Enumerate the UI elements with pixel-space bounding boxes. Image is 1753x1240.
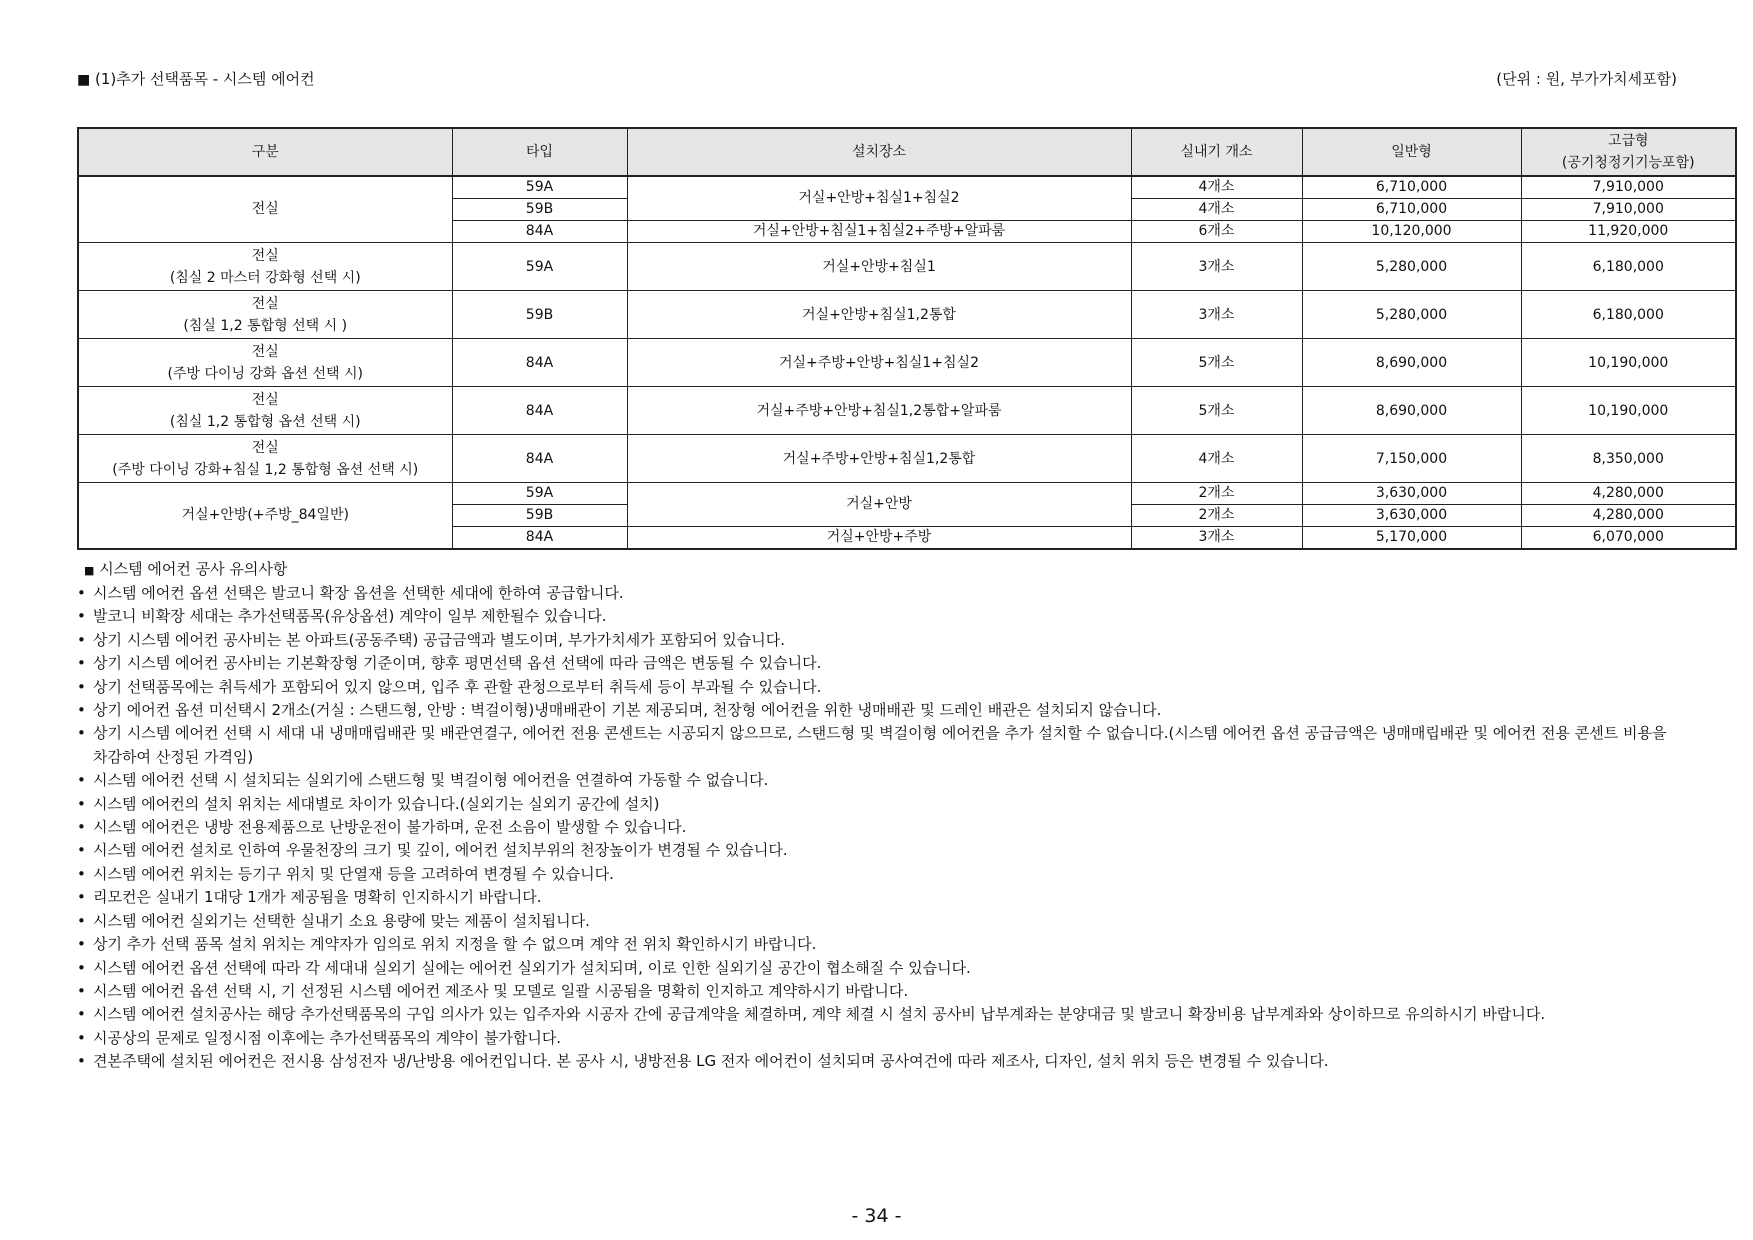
category-cell: 전실 (78, 176, 452, 243)
header-type: 타입 (452, 128, 627, 176)
header-category: 구분 (78, 128, 452, 176)
type-cell: 59A (452, 176, 627, 199)
type-cell: 84A (452, 527, 627, 550)
units-cell: 3개소 (1131, 527, 1302, 550)
premium-price-cell: 10,190,000 (1521, 339, 1736, 387)
bullet-icon: • (77, 935, 86, 954)
table-row (78, 243, 1736, 291)
square-marker-icon: ■ (84, 564, 95, 577)
location-cell: 거실+안방+침실1 (627, 243, 1131, 291)
table-row (78, 435, 1736, 483)
premium-price-cell: 6,180,000 (1521, 243, 1736, 291)
category-cell (78, 387, 452, 435)
list-item (77, 652, 1677, 675)
list-item (77, 1050, 1677, 1073)
category-cell (78, 243, 452, 291)
premium-price-cell: 10,190,000 (1521, 387, 1736, 435)
list-item (77, 629, 1677, 652)
list-item (77, 793, 1677, 816)
category-line2: (침실 1,2 통합형 선택 시 ) (183, 317, 348, 334)
list-item (77, 605, 1677, 628)
header-indoor-units: 실내기 개소 (1131, 128, 1302, 176)
table-row (78, 483, 1736, 505)
note-text: 시스템 에어컨 옵션 선택 시, 기 선정된 시스템 에어컨 제조사 및 모델로 일괄 시공됨을 명확히 인지하고 계약하시기 바랍니다. (93, 981, 909, 1000)
bullet-icon: • (77, 677, 86, 696)
note-text: 시스템 에어컨은 냉방 전용제품으로 난방운전이 불가하며, 운전 소음이 발생할 수 있습니다. (93, 818, 687, 837)
bullet-icon: • (77, 1028, 86, 1047)
premium-price-cell: 7,910,000 (1521, 176, 1736, 199)
bullet-icon: • (77, 981, 86, 1000)
bullet-icon: • (77, 630, 86, 649)
bullet-icon: • (77, 584, 86, 602)
bullet-icon: • (77, 958, 86, 977)
bullet-icon: • (77, 794, 86, 813)
category-cell (78, 291, 452, 339)
table-header-row (78, 128, 1736, 176)
note-text: 시스템 에어컨 설치공사는 해당 추가선택품목의 구입 의사가 있는 입주자와 시공자 간에 공급계약을 체결하며, 계약 체결 시 설치 공사비 납부계좌는 분양대금 및 발코니 확장비용 납부계좌와 상이하므로 유의하시기 바랍니다. (93, 1005, 1546, 1024)
note-text: 시공상의 문제로 일정시점 이후에는 추가선택품목의 계약이 불가합니다. (93, 1028, 562, 1047)
note-text: 시스템 에어컨의 설치 위치는 세대별로 차이가 있습니다.(실외기는 실외기 공간에 설치) (93, 794, 660, 813)
premium-price-cell: 4,280,000 (1521, 483, 1736, 505)
type-cell: 84A (452, 339, 627, 387)
list-item (77, 839, 1677, 862)
section-title-text: (1)추가 선택품목 - 시스템 에어컨 (95, 70, 315, 88)
list-item (77, 910, 1677, 933)
note-text: 상기 시스템 에어컨 공사비는 본 아파트(공동주택) 공급금액과 별도이며, 부가가치세가 포함되어 있습니다. (93, 630, 785, 649)
notes-title (84, 558, 1677, 582)
standard-price-cell: 5,280,000 (1302, 243, 1521, 291)
note-text: 시스템 에어컨 위치는 등기구 위치 및 단열재 등을 고려하여 변경될 수 있습니다. (93, 864, 614, 883)
note-text: 견본주택에 설치된 에어컨은 전시용 삼성전자 냉/난방용 에어컨입니다. 본 공사 시, 냉방전용 LG 전자 에어컨이 설치되며 공사여건에 따라 제조사, 디자인, 설치 위치 등은 변경될 수 있습니다. (93, 1052, 1329, 1071)
units-cell: 5개소 (1131, 387, 1302, 435)
type-cell: 59B (452, 199, 627, 221)
category-cell (78, 435, 452, 483)
header-location: 설치장소 (627, 128, 1131, 176)
bullet-icon: • (77, 888, 86, 907)
note-text: 시스템 에어컨 실외기는 선택한 실내기 소요 용량에 맞는 제품이 설치됩니다. (93, 911, 590, 930)
location-cell: 거실+주방+안방+침실1+침실2 (627, 339, 1131, 387)
standard-price-cell: 8,690,000 (1302, 339, 1521, 387)
notes-section (77, 558, 1677, 1074)
unit-note: (단위 : 원, 부가가치세포함) (1496, 70, 1677, 88)
list-item (77, 957, 1677, 980)
standard-price-cell: 3,630,000 (1302, 505, 1521, 527)
bullet-icon: • (77, 1052, 86, 1071)
category-line2: (주방 다이닝 강화 옵션 선택 시) (167, 365, 363, 382)
location-cell: 거실+주방+안방+침실1,2통합+알파룸 (627, 387, 1131, 435)
list-item (77, 769, 1677, 792)
bullet-icon: • (77, 724, 86, 743)
type-cell: 84A (452, 221, 627, 243)
premium-price-cell: 6,070,000 (1521, 527, 1736, 550)
standard-price-cell: 10,120,000 (1302, 221, 1521, 243)
location-cell: 거실+안방+침실1+침실2+주방+알파룸 (627, 221, 1131, 243)
type-cell: 59B (452, 505, 627, 527)
units-cell: 6개소 (1131, 221, 1302, 243)
standard-price-cell: 6,710,000 (1302, 199, 1521, 221)
list-item (77, 1003, 1677, 1026)
notes-list (77, 582, 1677, 1074)
category-line2: (주방 다이닝 강화+침실 1,2 통합형 옵션 선택 시) (112, 461, 419, 478)
location-cell: 거실+안방+주방 (627, 527, 1131, 550)
list-item (77, 1027, 1677, 1050)
category-cell: 거실+안방(+주방_84일반) (78, 483, 452, 550)
section-header (77, 68, 1677, 92)
category-cell (78, 339, 452, 387)
bullet-icon: • (77, 771, 86, 790)
category-line1: 전실 (251, 295, 279, 312)
list-item (77, 699, 1677, 722)
units-cell: 4개소 (1131, 176, 1302, 199)
table-row (78, 291, 1736, 339)
bullet-icon: • (77, 607, 86, 626)
premium-price-cell: 8,350,000 (1521, 435, 1736, 483)
units-cell: 4개소 (1131, 199, 1302, 221)
type-cell: 84A (452, 387, 627, 435)
note-text: 시스템 에어컨 선택 시 설치되는 실외기에 스탠드형 및 벽걸이형 에어컨을 연결하여 가동할 수 없습니다. (93, 771, 769, 790)
header-premium (1521, 128, 1736, 176)
list-item (77, 582, 1677, 605)
list-item (77, 676, 1677, 699)
square-marker-icon: ■ (77, 72, 91, 88)
premium-price-cell: 11,920,000 (1521, 221, 1736, 243)
units-cell: 5개소 (1131, 339, 1302, 387)
list-item (77, 816, 1677, 839)
premium-price-cell: 4,280,000 (1521, 505, 1736, 527)
note-text: 상기 시스템 에어컨 선택 시 세대 내 냉매매립배관 및 배관연결구, 에어컨 전용 콘센트는 시공되지 않으므로, 스탠드형 및 벽걸이형 에어컨을 추가 설치할 수 없습니다.(시스템 에어컨 옵션 공급금액은 냉매매립배관 및 에어컨 전용 콘센트 비용을 차감하여 산정된 가격임) (93, 724, 1667, 766)
list-item (77, 980, 1677, 1003)
standard-price-cell: 6,710,000 (1302, 176, 1521, 199)
units-cell: 4개소 (1131, 435, 1302, 483)
header-premium-line1: 고급형 (1607, 133, 1649, 149)
list-item (77, 722, 1677, 769)
note-text: 시스템 에어컨 설치로 인하여 우물천장의 크기 및 깊이, 에어컨 설치부위의 천장높이가 변경될 수 있습니다. (93, 841, 788, 860)
note-text: 발코니 비확장 세대는 추가선택품목(유상옵션) 계약이 일부 제한될수 있습니다. (93, 607, 607, 626)
premium-price-cell: 6,180,000 (1521, 291, 1736, 339)
category-line1: 전실 (251, 391, 279, 408)
bullet-icon: • (77, 654, 86, 673)
bullet-icon: • (77, 701, 86, 720)
note-text: 시스템 에어컨 옵션 선택은 발코니 확장 옵션을 선택한 세대에 한하여 공급합니다. (93, 584, 624, 602)
units-cell: 3개소 (1131, 243, 1302, 291)
standard-price-cell: 5,280,000 (1302, 291, 1521, 339)
units-cell: 2개소 (1131, 505, 1302, 527)
note-text: 상기 선택품목에는 취득세가 포함되어 있지 않으며, 입주 후 관할 관청으로부터 취득세 등이 부과될 수 있습니다. (93, 677, 822, 696)
category-line1: 전실 (251, 247, 279, 264)
table-row (78, 339, 1736, 387)
type-cell: 59A (452, 483, 627, 505)
note-text: 리모컨은 실내기 1대당 1개가 제공됨을 명확히 인지하시기 바랍니다. (93, 888, 542, 907)
bullet-icon: • (77, 864, 86, 883)
table-row (78, 387, 1736, 435)
note-text: 시스템 에어컨 옵션 선택에 따라 각 세대내 실외기 실에는 에어컨 실외기가 설치되며, 이로 인한 실외기실 공간이 협소해질 수 있습니다. (93, 958, 971, 977)
list-item (77, 886, 1677, 909)
standard-price-cell: 8,690,000 (1302, 387, 1521, 435)
note-text: 상기 추가 선택 품목 설치 위치는 계약자가 임의로 위치 지정을 할 수 없으며 계약 전 위치 확인하시기 바랍니다. (93, 935, 817, 954)
bullet-icon: • (77, 911, 86, 930)
units-cell: 3개소 (1131, 291, 1302, 339)
list-item (77, 933, 1677, 956)
category-line1: 전실 (251, 439, 279, 456)
location-cell: 거실+안방+침실1+침실2 (627, 176, 1131, 221)
list-item (77, 863, 1677, 886)
type-cell: 59A (452, 243, 627, 291)
standard-price-cell: 7,150,000 (1302, 435, 1521, 483)
premium-price-cell: 7,910,000 (1521, 199, 1736, 221)
aircon-price-table (77, 127, 1737, 550)
location-cell: 거실+주방+안방+침실1,2통합 (627, 435, 1131, 483)
note-text: 상기 시스템 에어컨 공사비는 기본확장형 기준이며, 향후 평면선택 옵션 선택에 따라 금액은 변동될 수 있습니다. (93, 654, 822, 673)
bullet-icon: • (77, 818, 86, 837)
header-standard: 일반형 (1302, 128, 1521, 176)
bullet-icon: • (77, 1005, 86, 1024)
notes-title-text: 시스템 에어컨 공사 유의사항 (99, 560, 288, 578)
type-cell: 59B (452, 291, 627, 339)
category-line1: 전실 (251, 343, 279, 360)
header-premium-line2: (공기청정기기능포함) (1561, 155, 1695, 171)
type-cell: 84A (452, 435, 627, 483)
page-number: - 34 - (851, 1205, 902, 1227)
category-line2: (침실 1,2 통합형 옵션 선택 시) (169, 413, 361, 430)
section-title (77, 68, 315, 89)
standard-price-cell: 5,170,000 (1302, 527, 1521, 550)
bullet-icon: • (77, 841, 86, 860)
units-cell: 2개소 (1131, 483, 1302, 505)
category-line2: (침실 2 마스터 강화형 선택 시) (169, 269, 361, 286)
table-row (78, 176, 1736, 199)
location-cell: 거실+안방+침실1,2통합 (627, 291, 1131, 339)
note-text: 상기 에어컨 옵션 미선택시 2개소(거실 : 스탠드형, 안방 : 벽걸이형)냉매배관이 기본 제공되며, 천장형 에어컨을 위한 냉매배관 및 드레인 배관은 설치되지 않습니다. (93, 701, 1162, 720)
standard-price-cell: 3,630,000 (1302, 483, 1521, 505)
location-cell: 거실+안방 (627, 483, 1131, 527)
